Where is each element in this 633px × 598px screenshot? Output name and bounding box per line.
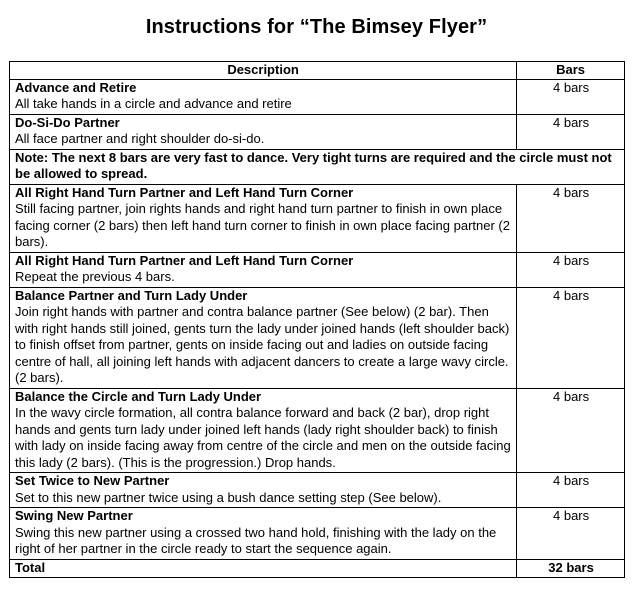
bars-cell: 4 bars (517, 508, 625, 560)
description-column-header: Description (10, 62, 517, 80)
page-title: Instructions for “The Bimsey Flyer” (145, 16, 488, 38)
table-row (10, 252, 625, 287)
figure-description: Swing this new partner using a crossed two hand hold, finishing with the lady on the right of her partner in the circle ready to start the sequence again. (15, 524, 497, 556)
description-cell (10, 473, 517, 508)
description-cell (10, 79, 517, 114)
description-cell (10, 114, 517, 149)
figure-name: Advance and Retire (15, 79, 137, 95)
description-cell (10, 287, 517, 388)
table-row (10, 79, 625, 114)
bars-cell: 4 bars (517, 184, 625, 252)
figure-description: All face partner and right shoulder do-si-do. (15, 131, 265, 146)
figure-name: Swing New Partner (15, 508, 133, 523)
table-row (10, 184, 625, 252)
description-cell (10, 252, 517, 287)
table-row (10, 508, 625, 560)
figure-name: Balance the Circle and Turn Lady Under (15, 388, 262, 404)
dance-instructions-table (9, 61, 625, 578)
bars-column-header: Bars (517, 62, 625, 80)
bars-cell: 4 bars (517, 79, 625, 114)
figure-name: All Right Hand Turn Partner and Left Hand Turn Corner (15, 184, 354, 200)
note-row (10, 149, 625, 184)
figure-name: All Right Hand Turn Partner and Left Hand Turn Corner (15, 252, 354, 268)
note-text: Note: The next 8 bars are very fast to dance. Very tight turns are required and the circle must not be allowed to spread. (10, 149, 625, 184)
figure-name: Do-Si-Do Partner (15, 114, 120, 130)
bars-cell: 4 bars (517, 388, 625, 473)
figure-description: Join right hands with partner and contra balance partner (See below) (2 bar). Then with right hands still joined, gents turn the lady under joined hands (left shoulder back) to finish offset from partner, gents on inside facing out and ladies on outside facing centre of hall, all joining left hands with adjacent dancers to create a large wavy circle. (2 bars). (15, 304, 510, 385)
bars-cell: 4 bars (517, 287, 625, 388)
total-bars: 32 bars (517, 559, 625, 578)
figure-description: All take hands in a circle and advance and retire (15, 96, 292, 111)
total-label: Total (10, 559, 517, 578)
figure-name: Set Twice to New Partner (15, 473, 170, 488)
description-cell (10, 184, 517, 252)
total-row (10, 559, 625, 578)
figure-description: Repeat the previous 4 bars. (15, 269, 175, 284)
table-row (10, 473, 625, 508)
bars-cell: 4 bars (517, 114, 625, 149)
bars-cell: 4 bars (517, 252, 625, 287)
figure-name: Balance Partner and Turn Lady Under (15, 287, 248, 303)
table-row (10, 287, 625, 388)
table-header-row (10, 62, 625, 80)
description-cell (10, 508, 517, 560)
description-cell (10, 388, 517, 473)
table-row (10, 114, 625, 149)
bars-cell: 4 bars (517, 473, 625, 508)
table-row (10, 388, 625, 473)
figure-description: Set to this new partner twice using a bush dance setting step (See below). (15, 489, 442, 505)
figure-description: Still facing partner, join rights hands and right hand turn partner to finish in own place facing corner (2 bars) then left hand turn corner to finish in own place facing partner (2 bars). (15, 201, 510, 249)
figure-description: In the wavy circle formation, all contra balance forward and back (2 bar), drop right hands and gents turn lady under joined left hands (lady right shoulder back) to finish with lady on inside facing away from centre of the circle and men on the outside facing this lady (2 bars). (This is the progression.) Drop hands. (15, 405, 511, 470)
